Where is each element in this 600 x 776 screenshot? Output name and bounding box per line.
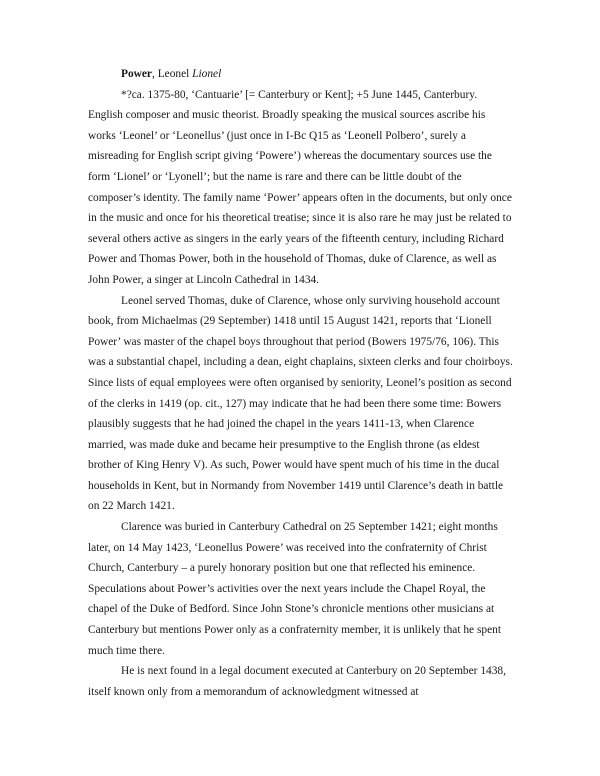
paragraph-clarence-service: Leonel served Thomas, duke of Clarence, whose only surviving household account book, from Michaelmas (29 September) 1418 until 15 August 1421, reports that ‘Lionell Power’ was master of the chapel boys throughout that period (Bowers 1975/76, 106). This was a substantial chapel, including a dean, eight chaplains, sixteen clerks and four choirboys. Since lists of equal employees were often organised by seniority, Leonel’s position as second of the clerks in 1419 (op. cit., 127) may indicate that he had been there some time: Bowers plausibly suggests that he had joined the chapel in the years 1411-13, when Clarence married, was made duke and became heir presumptive to the English throne (as eldest brother of King Henry V). As such, Power would have spent much of his time in the ducal households in Kent, but in Normandy from November 1419 until Clarence’s death in battle on 22 March 1421. xyxy=(88,294,513,513)
paragraph-legal-document: He is next found in a legal document executed at Canterbury on 20 September 1438, itself known only from a memorandum of acknowledgment witnessed at xyxy=(88,665,506,698)
paragraph-biographical-overview: *?ca. 1375-80, ‘Cantuarie’ [= Canterbury or Kent]; +5 June 1445, Canterbury. English composer and music theorist. Broadly speaking the musical sources ascribe his works ‘Leonel’ or ‘Leonellus’ (just once in I-Bc Q15 as ‘Leonell Polbero’, surely a misreading for English script giving ‘Powere’) whereas the documentary sources use the form ‘Lionel’ or ‘Lyonell’; but the name is rare and there can be little doubt of the composer’s identity. The family name ‘Power’ appears often in the documents, but only once in the music and once for his theoretical treatise; since it is also rare he may just be related to several others active as singers in the early years of the fifteenth century, including Richard Power and Thomas Power, both in the household of Thomas, duke of Clarence, as well as John Power, a singer at Lincoln Cathedral in 1434. xyxy=(88,88,512,286)
entry-headword: Power xyxy=(121,68,152,80)
entry-variant-name: Lionel xyxy=(192,68,222,80)
article-body xyxy=(88,64,514,702)
entry-heading xyxy=(121,64,514,85)
entry-name-separator: , Leonel xyxy=(152,68,193,80)
paragraph-canterbury-confraternity: Clarence was buried in Canterbury Cathedral on 25 September 1421; eight months later, on 14 May 1423, ‘Leonellus Powere’ was received into the confraternity of Christ Church, Canterbury – a purely honorary position but one that reflected his eminence. Speculations about Power’s activities over the next years include the Chapel Royal, the chapel of the Duke of Bedford. Since John Stone’s chronicle mentions other musicians at Canterbury but mentions Power only as a confraternity member, it is unlikely that he spent much time there. xyxy=(88,521,501,657)
